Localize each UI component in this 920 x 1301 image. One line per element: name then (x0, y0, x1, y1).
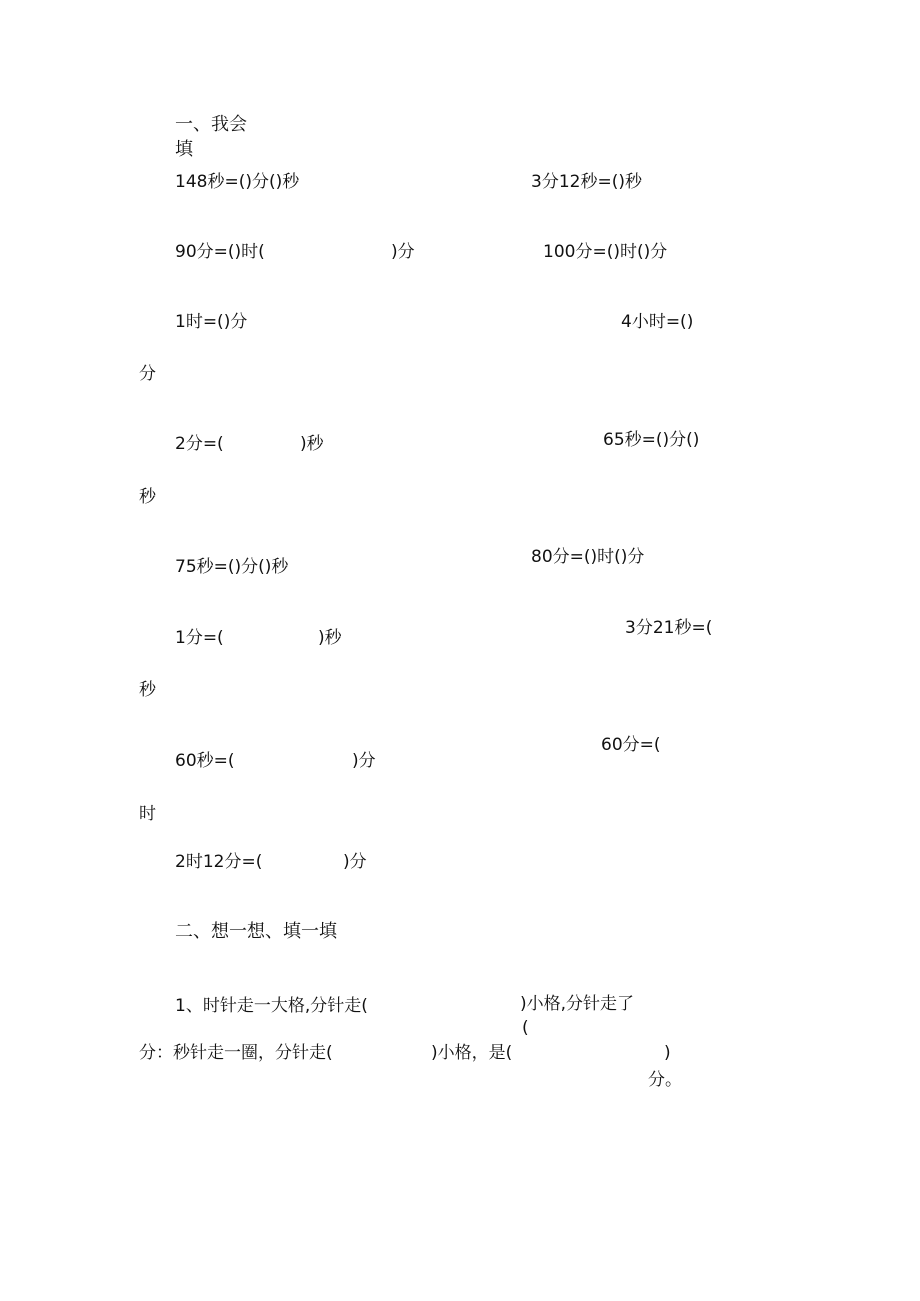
problem-line: 分：秒针走一圈，分针走( (139, 1043, 333, 1063)
question-item-tail: )秒 (300, 434, 324, 454)
question-item-tail: )分 (343, 852, 367, 872)
question-item: 80分=()时()分 (531, 547, 645, 567)
question-item: 1时=()分 (175, 312, 248, 332)
section1-title-line1: 一、我会 (175, 114, 247, 135)
question-item: 2分=( (175, 434, 224, 454)
question-item-tail: )分 (391, 242, 415, 262)
question-item: 3分12秒=()秒 (531, 172, 642, 192)
wrapped-unit: 时 (139, 804, 156, 824)
question-item-tail: )分 (352, 751, 376, 771)
question-item: 148秒=()分()秒 (175, 172, 300, 192)
problem-line: 1、时针走一大格,分针走( (175, 996, 368, 1016)
question-item: 4小时=() (621, 312, 694, 332)
problem-line: ) (664, 1043, 671, 1063)
wrapped-unit: 秒 (139, 487, 156, 507)
question-item: 65秒=()分() (603, 430, 700, 450)
question-item: 2时12分=( (175, 852, 263, 872)
section1-title-line2: 填 (175, 139, 193, 160)
question-item: 3分21秒=( (625, 618, 713, 638)
problem-line: ( (522, 1018, 529, 1038)
question-item: 60分=( (601, 735, 661, 755)
question-item-tail: )秒 (318, 628, 342, 648)
question-item: 100分=()时()分 (543, 242, 668, 262)
question-item: 75秒=()分()秒 (175, 557, 289, 577)
question-item: 90分=()时( (175, 242, 265, 262)
section2-title: 二、想一想、填一填 (175, 921, 337, 942)
problem-line: )小格,分针走了 (520, 994, 635, 1014)
question-item: 1分=( (175, 628, 224, 648)
wrapped-unit: 秒 (139, 680, 156, 700)
problem-line: )小格，是( (431, 1043, 513, 1063)
problem-line: 分。 (648, 1070, 682, 1090)
question-item: 60秒=( (175, 751, 235, 771)
wrapped-unit: 分 (139, 364, 156, 384)
